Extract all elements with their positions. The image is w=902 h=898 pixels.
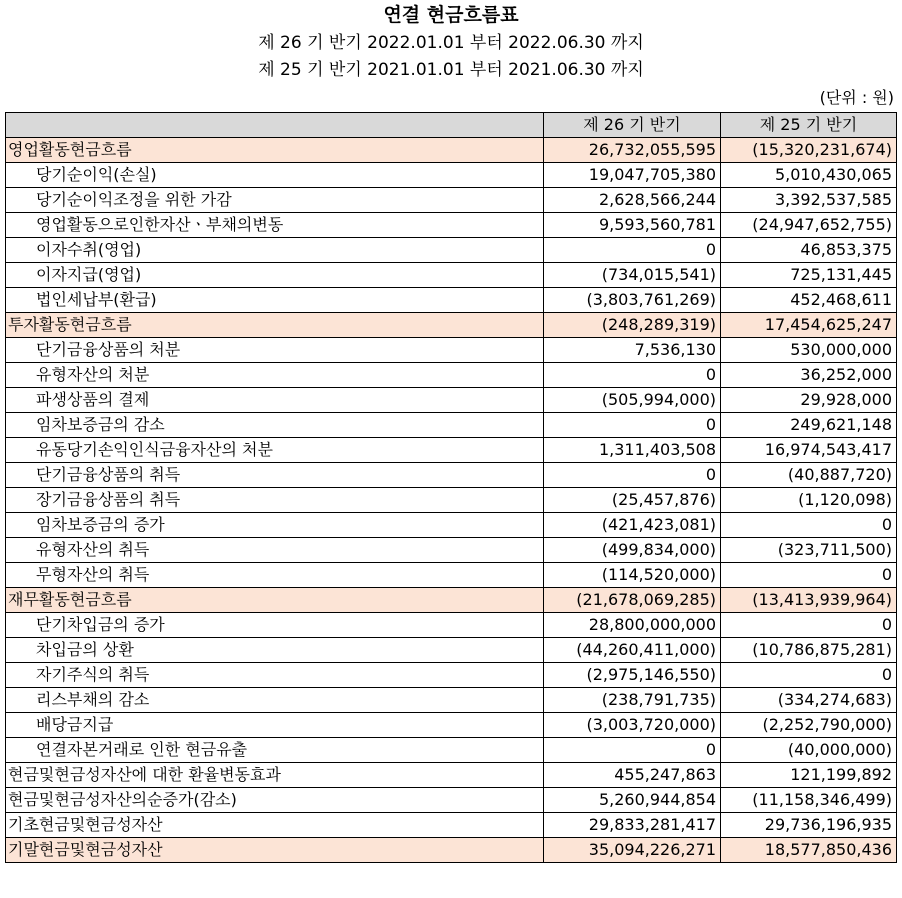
row-label: 자기주식의 취득 bbox=[6, 663, 544, 688]
prior-period-amount: (40,887,720) bbox=[721, 463, 897, 488]
row-label: 기말현금및현금성자산 bbox=[6, 838, 544, 863]
current-period-amount: (248,289,319) bbox=[544, 313, 721, 338]
table-row bbox=[6, 488, 897, 513]
prior-period-amount: 5,010,430,065 bbox=[721, 163, 897, 188]
row-label: 재무활동현금흐름 bbox=[6, 588, 544, 613]
section-row bbox=[6, 138, 897, 163]
table-row bbox=[6, 538, 897, 563]
row-label: 리스부채의 감소 bbox=[6, 688, 544, 713]
table-row bbox=[6, 713, 897, 738]
table-row bbox=[6, 413, 897, 438]
table-row bbox=[6, 163, 897, 188]
row-label: 유동당기손익인식금융자산의 처분 bbox=[6, 438, 544, 463]
row-label: 배당금지급 bbox=[6, 713, 544, 738]
cash-flow-table bbox=[5, 112, 897, 863]
prior-period-amount: 17,454,625,247 bbox=[721, 313, 897, 338]
current-period-amount: (25,457,876) bbox=[544, 488, 721, 513]
prior-period-amount: 18,577,850,436 bbox=[721, 838, 897, 863]
row-label: 이자지급(영업) bbox=[6, 263, 544, 288]
current-period-amount: 0 bbox=[544, 463, 721, 488]
prior-period-amount: 3,392,537,585 bbox=[721, 188, 897, 213]
row-label: 이자수취(영업) bbox=[6, 238, 544, 263]
current-period-amount: 0 bbox=[544, 363, 721, 388]
current-period-amount: 1,311,403,508 bbox=[544, 438, 721, 463]
row-label: 장기금융상품의 취득 bbox=[6, 488, 544, 513]
period-current: 제 26 기 반기 2022.01.01 부터 2022.06.30 까지 bbox=[258, 33, 644, 53]
prior-period-amount: (24,947,652,755) bbox=[721, 213, 897, 238]
section-row bbox=[6, 313, 897, 338]
prior-period-amount: 46,853,375 bbox=[721, 238, 897, 263]
prior-period-amount: 29,928,000 bbox=[721, 388, 897, 413]
row-label: 단기금융상품의 처분 bbox=[6, 338, 544, 363]
table-row bbox=[6, 338, 897, 363]
prior-period-amount: 0 bbox=[721, 613, 897, 638]
section-row bbox=[6, 838, 897, 863]
current-period-amount: (114,520,000) bbox=[544, 563, 721, 588]
table-body bbox=[6, 138, 897, 863]
prior-period-amount: 16,974,543,417 bbox=[721, 438, 897, 463]
table-row bbox=[6, 363, 897, 388]
unit-label: (단위 : 원) bbox=[819, 88, 894, 107]
prior-period-amount: (40,000,000) bbox=[721, 738, 897, 763]
current-period-amount: 455,247,863 bbox=[544, 763, 721, 788]
prior-period-amount: 29,736,196,935 bbox=[721, 813, 897, 838]
row-label: 단기금융상품의 취득 bbox=[6, 463, 544, 488]
table-row bbox=[6, 763, 897, 788]
row-label: 현금및현금성자산에 대한 환율변동효과 bbox=[6, 763, 544, 788]
current-period-amount: (421,423,081) bbox=[544, 513, 721, 538]
current-period-amount: (238,791,735) bbox=[544, 688, 721, 713]
prior-period-amount: 530,000,000 bbox=[721, 338, 897, 363]
current-period-amount: 0 bbox=[544, 238, 721, 263]
prior-period-amount: (323,711,500) bbox=[721, 538, 897, 563]
row-label: 현금및현금성자산의순증가(감소) bbox=[6, 788, 544, 813]
prior-period-amount: (2,252,790,000) bbox=[721, 713, 897, 738]
section-row bbox=[6, 588, 897, 613]
header-current-period: 제 26 기 반기 bbox=[544, 113, 721, 138]
row-label: 임차보증금의 감소 bbox=[6, 413, 544, 438]
statement-title: 연결 현금흐름표 bbox=[383, 4, 519, 26]
table-row bbox=[6, 288, 897, 313]
prior-period-amount: 121,199,892 bbox=[721, 763, 897, 788]
prior-period-amount: 452,468,611 bbox=[721, 288, 897, 313]
table-row bbox=[6, 438, 897, 463]
row-label: 파생상품의 결제 bbox=[6, 388, 544, 413]
row-label: 연결자본거래로 인한 현금유출 bbox=[6, 738, 544, 763]
current-period-amount: (3,003,720,000) bbox=[544, 713, 721, 738]
row-label: 유형자산의 취득 bbox=[6, 538, 544, 563]
prior-period-amount: 0 bbox=[721, 513, 897, 538]
table-row bbox=[6, 238, 897, 263]
table-row bbox=[6, 188, 897, 213]
current-period-amount: (2,975,146,550) bbox=[544, 663, 721, 688]
table-row bbox=[6, 638, 897, 663]
row-label: 기초현금및현금성자산 bbox=[6, 813, 544, 838]
row-label: 무형자산의 취득 bbox=[6, 563, 544, 588]
current-period-amount: 7,536,130 bbox=[544, 338, 721, 363]
table-row bbox=[6, 213, 897, 238]
row-label: 당기순이익(손실) bbox=[6, 163, 544, 188]
current-period-amount: (3,803,761,269) bbox=[544, 288, 721, 313]
row-label: 임차보증금의 증가 bbox=[6, 513, 544, 538]
row-label: 유형자산의 처분 bbox=[6, 363, 544, 388]
current-period-amount: 0 bbox=[544, 738, 721, 763]
prior-period-amount: (1,120,098) bbox=[721, 488, 897, 513]
table-row bbox=[6, 688, 897, 713]
current-period-amount: 28,800,000,000 bbox=[544, 613, 721, 638]
table-row bbox=[6, 463, 897, 488]
current-period-amount: (734,015,541) bbox=[544, 263, 721, 288]
row-label: 투자활동현금흐름 bbox=[6, 313, 544, 338]
current-period-amount: 35,094,226,271 bbox=[544, 838, 721, 863]
prior-period-amount: 0 bbox=[721, 563, 897, 588]
current-period-amount: (499,834,000) bbox=[544, 538, 721, 563]
table-row bbox=[6, 813, 897, 838]
row-label: 영업활동으로인한자산ㆍ부채의변동 bbox=[6, 213, 544, 238]
prior-period-amount: 725,131,445 bbox=[721, 263, 897, 288]
table-row bbox=[6, 388, 897, 413]
table-row bbox=[6, 788, 897, 813]
row-label: 영업활동현금흐름 bbox=[6, 138, 544, 163]
current-period-amount: 5,260,944,854 bbox=[544, 788, 721, 813]
row-label: 법인세납부(환급) bbox=[6, 288, 544, 313]
row-label: 단기차입금의 증가 bbox=[6, 613, 544, 638]
current-period-amount: (44,260,411,000) bbox=[544, 638, 721, 663]
table-header-row bbox=[6, 113, 897, 138]
prior-period-amount: (15,320,231,674) bbox=[721, 138, 897, 163]
header-account bbox=[6, 113, 544, 138]
current-period-amount: 19,047,705,380 bbox=[544, 163, 721, 188]
current-period-amount: 29,833,281,417 bbox=[544, 813, 721, 838]
table-row bbox=[6, 738, 897, 763]
table-row bbox=[6, 613, 897, 638]
row-label: 차입금의 상환 bbox=[6, 638, 544, 663]
row-label: 당기순이익조정을 위한 가감 bbox=[6, 188, 544, 213]
current-period-amount: (21,678,069,285) bbox=[544, 588, 721, 613]
prior-period-amount: (13,413,939,964) bbox=[721, 588, 897, 613]
current-period-amount: 2,628,566,244 bbox=[544, 188, 721, 213]
header-prior-period: 제 25 기 반기 bbox=[721, 113, 897, 138]
current-period-amount: 9,593,560,781 bbox=[544, 213, 721, 238]
prior-period-amount: (11,158,346,499) bbox=[721, 788, 897, 813]
prior-period-amount: (334,274,683) bbox=[721, 688, 897, 713]
prior-period-amount: 36,252,000 bbox=[721, 363, 897, 388]
table-row bbox=[6, 263, 897, 288]
prior-period-amount: (10,786,875,281) bbox=[721, 638, 897, 663]
table-row bbox=[6, 563, 897, 588]
prior-period-amount: 249,621,148 bbox=[721, 413, 897, 438]
period-prior: 제 25 기 반기 2021.01.01 부터 2021.06.30 까지 bbox=[258, 60, 644, 80]
current-period-amount: (505,994,000) bbox=[544, 388, 721, 413]
current-period-amount: 0 bbox=[544, 413, 721, 438]
prior-period-amount: 0 bbox=[721, 663, 897, 688]
table-row bbox=[6, 663, 897, 688]
current-period-amount: 26,732,055,595 bbox=[544, 138, 721, 163]
table-row bbox=[6, 513, 897, 538]
